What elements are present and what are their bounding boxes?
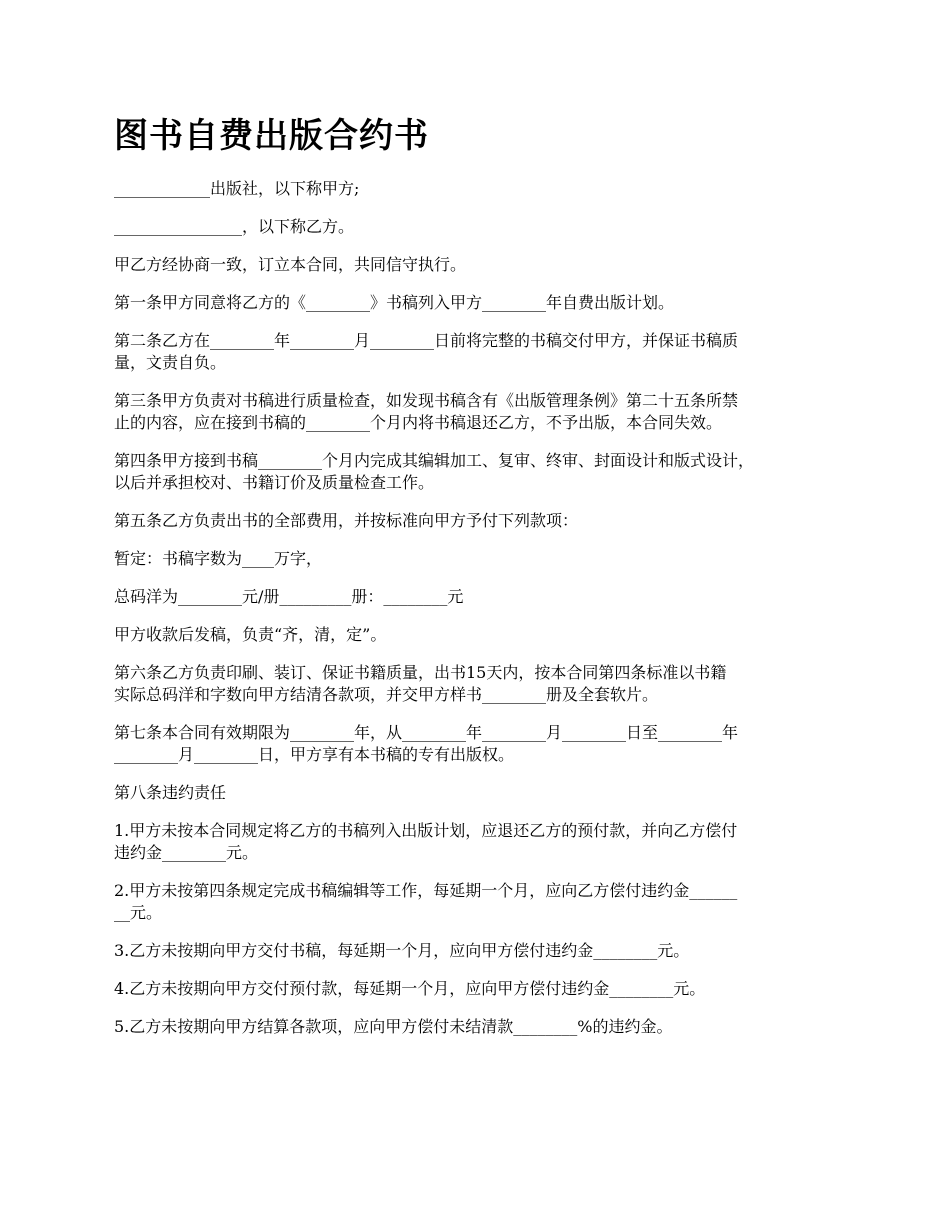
breach-clause-1: 1.甲方未按本合同规定将乙方的书稿列入出版计划，应退还乙方的预付款，并向乙方偿付 违约金________元。 [114, 821, 738, 862]
document-body [114, 178, 858, 1054]
article-6: 第六条乙方负责印刷、装订、保证书籍质量，出书15天内，按本合同第四条标准以书籍 实际总码洋和字数向甲方结清各款项，并交甲方样书________册及全套软片。 [114, 663, 727, 704]
breach-clause-2: 2.甲方未按第四条规定完成书稿编辑等工作，每延期一个月，应向乙方偿付违约金______ __元。 [114, 881, 738, 922]
article-5: 第五条乙方负责出书的全部费用，并按标准向甲方予付下列款项： [114, 511, 579, 530]
party-a-line: ____________出版社，以下称甲方; [114, 179, 360, 198]
breach-clause-3: 3.乙方未按期向甲方交付书稿，每延期一个月，应向甲方偿付违约金________元。 [114, 941, 690, 960]
party-b-line: ________________，以下称乙方。 [114, 217, 355, 236]
article-2: 第二条乙方在________年________月________日前将完整的书稿交付甲方，并保证书稿质 量，文责自负。 [114, 331, 739, 372]
article-1: 第一条甲方同意将乙方的《________》书稿列入甲方________年自费出版计划。 [114, 293, 675, 312]
agreement-intro: 甲乙方经协商一致，订立本合同，共同信守执行。 [114, 255, 467, 274]
breach-clause-5: 5.乙方未按期向甲方结算各款项，应向甲方偿付未结清款________%的违约金。 [114, 1017, 673, 1036]
article-8-heading: 第八条违约责任 [114, 783, 227, 802]
breach-clause-4: 4.乙方未按期向甲方交付预付款，每延期一个月，应向甲方偿付违约金________元。 [114, 979, 706, 998]
article-5-word-count: 暂定：书稿字数为____万字， [114, 549, 323, 568]
article-5-payment-note: 甲方收款后发稿，负责“齐，清，定”。 [114, 625, 387, 644]
article-4: 第四条甲方接到书稿________个月内完成其编辑加工、复审、终审、封面设计和版式设计， 以后并承担校对、书籍订价及质量检查工作。 [114, 451, 755, 492]
document-title: 图书自费出版合约书 [114, 116, 429, 156]
article-5-total-price: 总码洋为________元/册_________册：________元 [114, 587, 464, 606]
article-3: 第三条甲方负责对书稿进行质量检查，如发现书稿含有《出版管理条例》第二十五条所禁 止的内容，应在接到书稿的________个月内将书稿退还乙方，不予出版，本合同失效。 [114, 391, 739, 432]
article-7: 第七条本合同有效期限为________年，从________年________月________日至________年 ________月________日，甲方享有本书稿的专有出版权。 [114, 723, 739, 764]
